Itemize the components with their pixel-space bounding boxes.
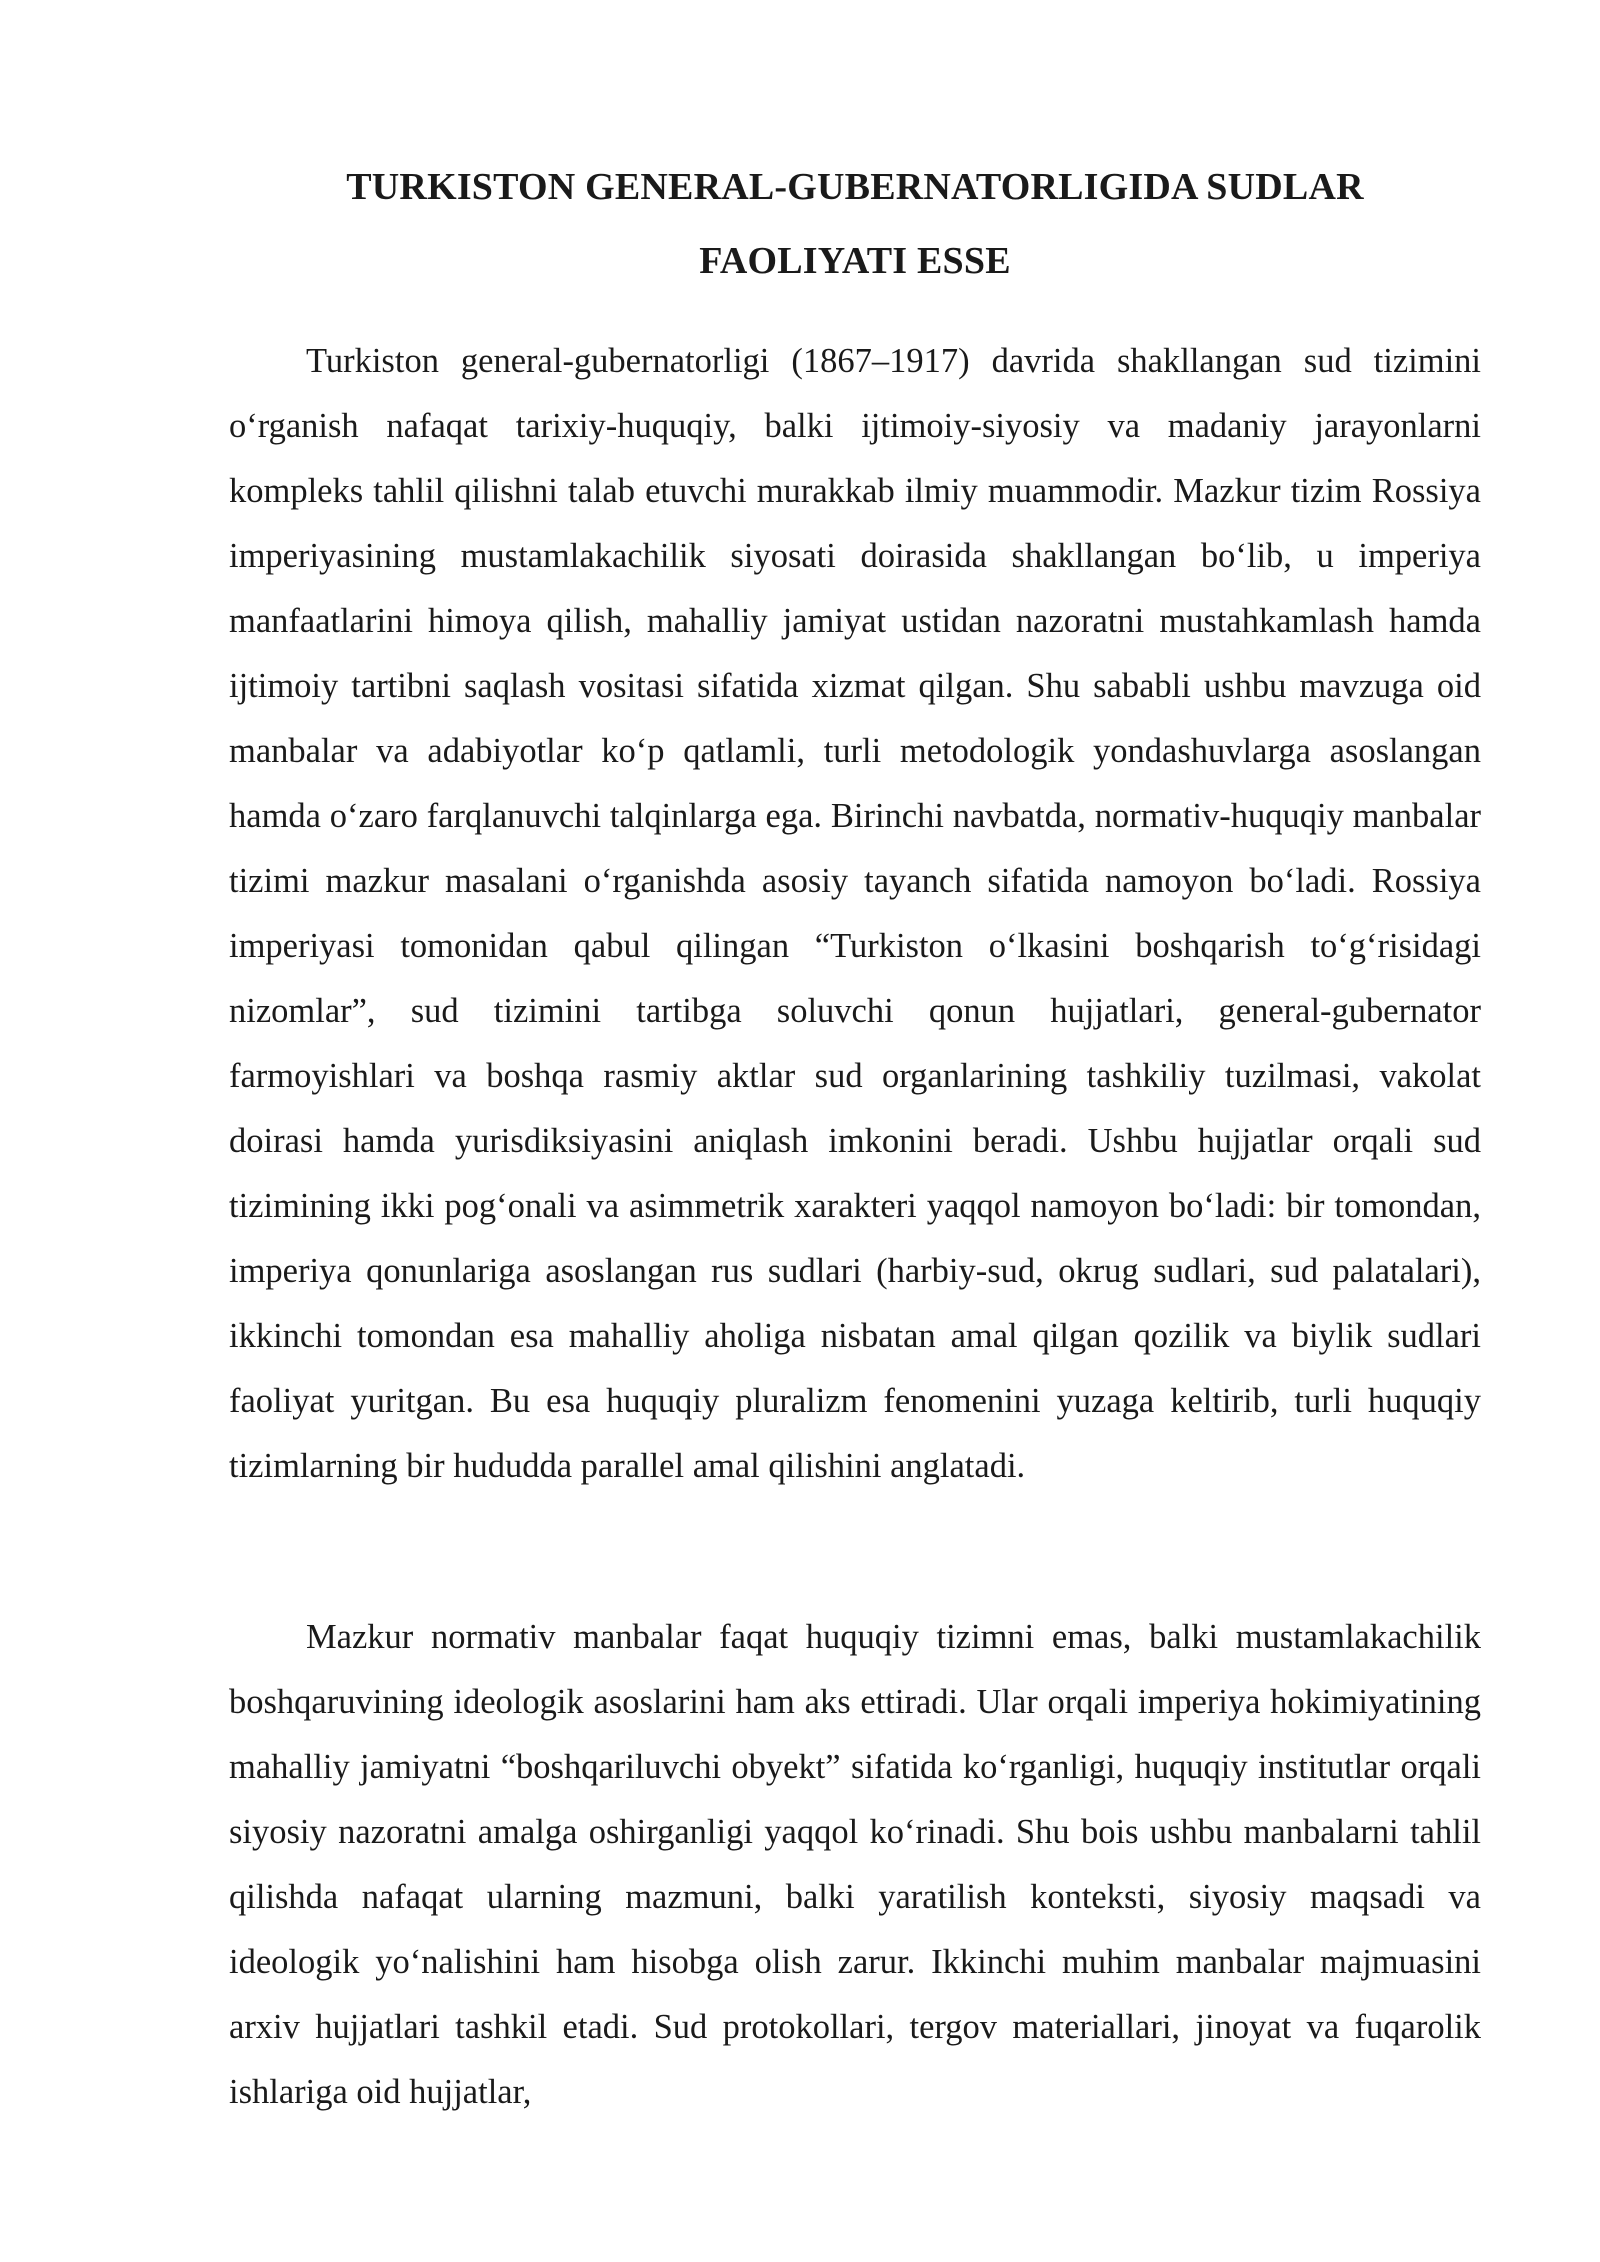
document-title — [229, 150, 1481, 298]
title-line-1: TURKISTON GENERAL-GUBERNATORLIGIDA SUDLAR — [346, 166, 1364, 208]
title-line-2: FAOLIYATI ESSE — [699, 240, 1011, 282]
body-paragraph-2: Mazkur normativ manbalar faqat huquqiy tizimni emas, balki mustamlakachilik boshqaruvining ideologik asoslarini ham aks ettiradi. Ular orqali imperiya hokimiyatining mahalliy jamiyatni “boshqariluvchi obyekt” sifatida ko‘rganligi, huquqiy institutlar orqali siyosiy nazoratni amalga oshirganligi yaqqol ko‘rinadi. Shu bois ushbu manbalarni tahlil qilishda nafaqat ularning mazmuni, balki yaratilish konteksti, siyosiy maqsadi va ideologik yo‘nalishini ham hisobga olish zarur. Ikkinchi muhim manbalar majmuasini arxiv hujjatlari tashkil etadi. Sud protokollari, tergov materiallari, jinoyat va fuqarolik ishlariga oid hujjatlar, — [229, 1618, 1481, 2111]
body-paragraph-1: Turkiston general-gubernatorligi (1867–1917) davrida shakllangan sud tizimini o‘rganish nafaqat tarixiy-huquqiy, balki ijtimoiy-siyosiy va madaniy jarayonlarni kompleks tahlil qilishni talab etuvchi murakkab ilmiy muammodir. Mazkur tizim Rossiya imperiyasining mustamlakachilik siyosati doirasida shakllangan bo‘lib, u imperiya manfaatlarini himoya qilish, mahalliy jamiyat ustidan nazoratni mustahkamlash hamda ijtimoiy tartibni saqlash vositasi sifatida xizmat qilgan. Shu sababli ushbu mavzuga oid manbalar va adabiyotlar ko‘p qatlamli, turli metodologik yondashuvlarga asoslangan hamda o‘zaro farqlanuvchi talqinlarga ega. Birinchi navbatda, normativ-huquqiy manbalar tizimi mazkur masalani o‘rganishda asosiy tayanch sifatida namoyon bo‘ladi. Rossiya imperiyasi tomonidan qabul qilingan “Turkiston o‘lkasini boshqarish to‘g‘risidagi nizomlar”, sud tizimini tartibga soluvchi qonun hujjatlari, general-gubernator farmoyishlari va boshqa rasmiy aktlar sud organlarining tashkiliy tuzilmasi, vakolat doirasi hamda yurisdiksiyasini aniqlash imkonini beradi. Ushbu hujjatlar orqali sud tizimining ikki pog‘onali va asimmetrik xarakteri yaqqol namoyon bo‘ladi: bir tomondan, imperiya qonunlariga asoslangan rus sudlari (harbiy-sud, okrug sudlari, sud palatalari), ikkinchi tomondan esa mahalliy aholiga nisbatan amal qilgan qozilik va biylik sudlari faoliyat yuritgan. Bu esa huquqiy pluralizm fenomenini yuzaga keltirib, turli huquqiy tizimlarning bir hududda parallel amal qilishini anglatadi. — [229, 342, 1481, 1485]
